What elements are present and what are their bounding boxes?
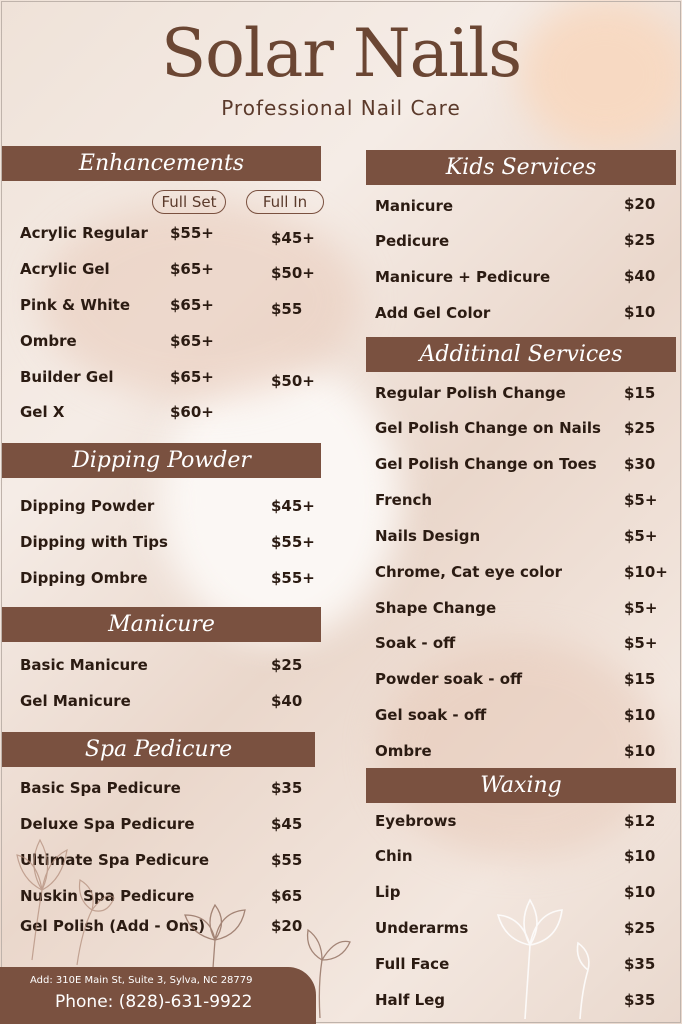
service-price: $10 (624, 847, 656, 865)
service-price: $65 (271, 887, 303, 905)
column-header-full-in: Full In (246, 190, 324, 214)
service-name: Soak - off (375, 634, 456, 652)
service-name: French (375, 491, 433, 509)
service-price: $10 (624, 883, 656, 901)
service-name: Pink & White (20, 296, 131, 314)
service-price: $10 (624, 742, 656, 760)
service-name: Nails Design (375, 527, 481, 545)
service-price: $5+ (624, 634, 658, 652)
service-price: $25 (271, 656, 303, 674)
service-name: Eyebrows (375, 812, 457, 830)
service-name: Ombre (375, 742, 432, 760)
service-price-full-in: $50+ (271, 264, 315, 282)
service-name: Deluxe Spa Pedicure (20, 815, 195, 833)
service-price: $15 (624, 670, 656, 688)
service-name: Basic Spa Pedicure (20, 779, 181, 797)
column-header-full-set: Full Set (152, 190, 226, 214)
service-name: Builder Gel (20, 368, 114, 386)
service-price: $25 (624, 919, 656, 937)
service-name: Shape Change (375, 599, 497, 617)
service-price: $30 (624, 455, 656, 473)
flower-decoration-icon (470, 895, 610, 1020)
section-header-dipping-powder: Dipping Powder (2, 443, 321, 478)
service-price: $5+ (624, 599, 658, 617)
service-price: $5+ (624, 491, 658, 509)
section-header-additional-services: Additinal Services (366, 337, 676, 372)
service-price: $15 (624, 384, 656, 402)
contact-footer (0, 967, 316, 1024)
service-name: Powder soak - off (375, 670, 523, 688)
service-price-full-set: $55+ (170, 224, 214, 242)
service-name: Chin (375, 847, 413, 865)
service-price: $12 (624, 812, 656, 830)
service-name: Manicure + Pedicure (375, 268, 551, 286)
service-name: Dipping Ombre (20, 569, 148, 587)
service-price: $40 (271, 692, 303, 710)
service-price-full-in: $45+ (271, 229, 315, 247)
section-header-manicure: Manicure (2, 607, 321, 642)
service-name: Half Leg (375, 991, 446, 1009)
service-price-full-set: $65+ (170, 332, 214, 350)
service-price: $10 (624, 303, 656, 321)
service-name: Acrylic Gel (20, 260, 110, 278)
service-price-full-set: $60+ (170, 403, 214, 421)
service-name: Regular Polish Change (375, 384, 566, 402)
service-price: $20 (271, 917, 303, 935)
service-price: $25 (624, 231, 656, 249)
service-name: Ombre (20, 332, 77, 350)
service-price-full-set: $65+ (170, 368, 214, 386)
service-name: Dipping Powder (20, 497, 155, 515)
service-price: $35 (624, 991, 656, 1009)
service-price-full-in: $50+ (271, 372, 315, 390)
service-price: $25 (624, 419, 656, 437)
salon-title: Solar Nails (160, 15, 522, 92)
service-name: Manicure (375, 197, 454, 215)
service-name: Pedicure (375, 232, 450, 250)
service-price: $40 (624, 267, 656, 285)
section-header-kids-services: Kids Services (366, 150, 676, 185)
service-name: Lip (375, 883, 401, 901)
service-price-full-set: $65+ (170, 296, 214, 314)
service-price-full-in: $55 (271, 300, 303, 318)
service-price: $35 (624, 955, 656, 973)
section-header-waxing: Waxing (366, 768, 676, 803)
flower-decoration-icon (2, 820, 122, 970)
service-name: Ultimate Spa Pedicure (20, 851, 210, 869)
service-price: $45+ (271, 497, 315, 515)
service-price: $10 (624, 706, 656, 724)
service-price: $45 (271, 815, 303, 833)
service-name: Gel X (20, 403, 65, 421)
service-price: $35 (271, 779, 303, 797)
salon-address: Add: 310E Main St, Suite 3, Sylva, NC 28779 (30, 975, 253, 986)
service-name: Gel Manicure (20, 692, 131, 710)
service-name: Gel Polish (Add - Ons) (20, 917, 206, 935)
service-name: Gel Polish Change on Nails (375, 419, 601, 437)
service-price: $55 (271, 851, 303, 869)
salon-subtitle: Professional Nail Care (221, 96, 461, 120)
service-price: $20 (624, 195, 656, 213)
section-header-enhancements: Enhancements (2, 146, 321, 181)
service-name: Underarms (375, 919, 469, 937)
service-name: Nuskin Spa Pedicure (20, 887, 195, 905)
section-header-spa-pedicure: Spa Pedicure (2, 732, 315, 767)
service-name: Basic Manicure (20, 656, 148, 674)
service-name: Acrylic Regular (20, 224, 148, 242)
service-name: Full Face (375, 955, 450, 973)
service-name: Dipping with Tips (20, 533, 168, 551)
service-name: Chrome, Cat eye color (375, 563, 563, 581)
salon-phone[interactable]: Phone: (828)-631-9922 (55, 992, 253, 1012)
service-name: Gel soak - off (375, 706, 487, 724)
service-price: $55+ (271, 569, 315, 587)
service-price: $5+ (624, 527, 658, 545)
service-price-full-set: $65+ (170, 260, 214, 278)
service-name: Add Gel Color (375, 304, 491, 322)
service-name: Gel Polish Change on Toes (375, 455, 597, 473)
service-price: $10+ (624, 563, 668, 581)
service-price: $55+ (271, 533, 315, 551)
